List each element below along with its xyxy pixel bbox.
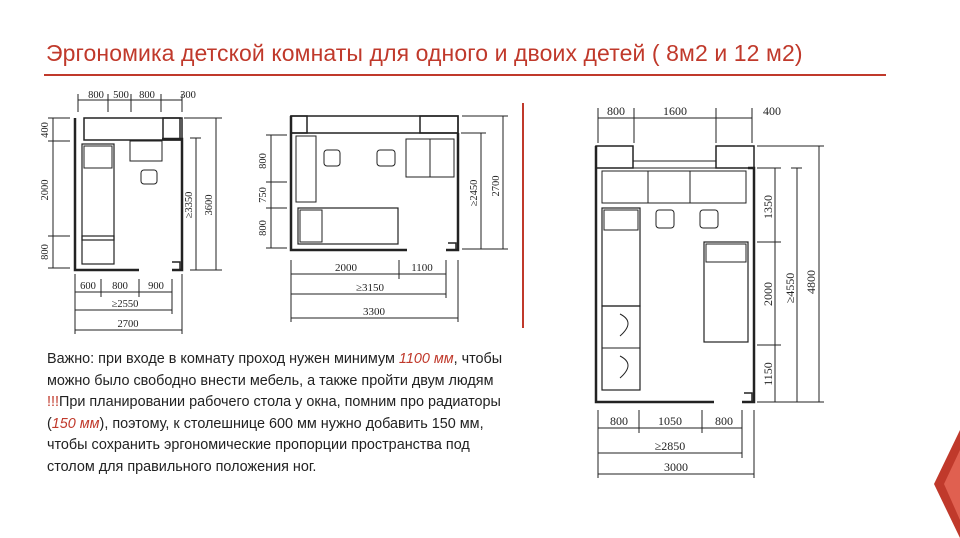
plan2-bottom-dim-1: 2000 (335, 262, 357, 274)
plan2-chair-right (377, 150, 395, 166)
plan1-pillow (84, 146, 112, 168)
plan1-right-dim-2: 3600 (204, 194, 215, 216)
plan3-desk-row (602, 171, 746, 203)
plan3-bottom-dim-1: 800 (610, 414, 628, 428)
plan1-bottom-dim-1: 600 (80, 281, 96, 292)
plan3-bed-right (704, 242, 748, 342)
plan3-right-dim-1: 1350 (761, 195, 775, 219)
plan3-wall-block-right (716, 146, 754, 168)
plan3-top-dim-1: 800 (607, 104, 625, 118)
plan1-walls (75, 118, 182, 270)
plan2-bed (298, 208, 398, 244)
plan1-bottom-dim-3: 900 (148, 281, 164, 292)
notes-text (47, 349, 507, 478)
plan1-top-dim-3: 800 (139, 90, 155, 101)
plan-1 (40, 90, 222, 334)
plan2-right-dim-2: 2700 (491, 175, 502, 197)
plan1-window-wall (84, 118, 180, 140)
plan3-bed-left (602, 208, 640, 306)
plan1-top-dim-2: 500 (113, 90, 129, 101)
plan1-top-dim-4: 300 (180, 90, 196, 101)
plan2-left-dim-3: 800 (258, 220, 269, 236)
plan1-wall-block (163, 118, 182, 140)
plan1-left-dim-3: 800 (40, 244, 51, 260)
plan2-wall-block-left (291, 116, 307, 133)
plan2-window-wall (291, 116, 458, 133)
note-desk-radiator: !!!При планировании рабочего стола у окна, помним про радиаторы (150 мм), поэтому, к столешнице 600 мм нужно добавить 150 мм, чтобы сохранить эргономические пропорции пространства под столом для правильного положения ног. (47, 394, 501, 475)
plan1-bed (82, 144, 114, 240)
plan-2 (258, 116, 508, 322)
plan3-right-dim-2: 2000 (761, 282, 775, 306)
plan3-chair-1 (656, 210, 674, 228)
plan2-left-dim-2: 750 (258, 187, 269, 203)
plan2-right-dim-1: ≥2450 (469, 179, 480, 207)
plan-3 (596, 104, 824, 478)
plan1-chair (141, 170, 157, 184)
plan2-pillow (300, 210, 322, 242)
plan1-top-dim-1: 800 (88, 90, 104, 101)
plan1-left-dim-1: 400 (40, 122, 51, 138)
plan3-top-dim-3: 400 (763, 104, 781, 118)
plan3-chair-2 (700, 210, 718, 228)
plan3-window-sill (633, 161, 716, 168)
plan2-left-dim-1: 800 (258, 153, 269, 169)
plan2-desk-left (296, 136, 316, 202)
note-entrance: Важно: при входе в комнату проход нужен минимум 1100 мм, чтобы можно было свободно внести мебель, а также пройти двум людям (47, 351, 503, 389)
page-title: Эргономика детской комнаты для одного и двоих детей ( 8м2 и 12 м2) (46, 40, 803, 66)
plan2-bottom-dim-total: 3300 (363, 306, 385, 318)
plan3-door-mark (744, 393, 752, 402)
corner-decoration (934, 430, 960, 538)
plan3-wall-block-left (596, 146, 633, 168)
plan1-left-dim-2: 2000 (40, 179, 51, 201)
plan1-bottom-dim-2: 800 (112, 281, 128, 292)
plan3-right-dim-3: 1150 (761, 362, 775, 386)
plan3-right-dim-min: ≥4550 (783, 272, 797, 304)
plan3-pillow-left (604, 210, 638, 230)
plan3-pillow-right (706, 244, 746, 262)
plan3-bottom-dim-total: 3000 (664, 460, 688, 474)
plan3-right-dim-total: 4800 (804, 270, 818, 294)
plan1-bottom-dim-total: 2700 (117, 319, 139, 330)
plan2-chair-left (324, 150, 340, 166)
plan2-bottom-dim-2: 1100 (411, 262, 433, 274)
plan3-bottom-dim-2: 1050 (658, 414, 682, 428)
plan1-right-dim-1: ≥3350 (184, 191, 195, 219)
plan1-bottom-dim-min: ≥2550 (111, 299, 139, 310)
plan3-bottom-dim-min: ≥2850 (654, 439, 686, 453)
plan3-walls (596, 146, 754, 402)
plan1-desk (130, 141, 162, 161)
plan3-top-dim-2: 1600 (663, 104, 687, 118)
plan3-bottom-dim-3: 800 (715, 414, 733, 428)
plan2-bottom-dim-min: ≥3150 (355, 282, 385, 294)
plan2-wall-block-right (420, 116, 458, 133)
